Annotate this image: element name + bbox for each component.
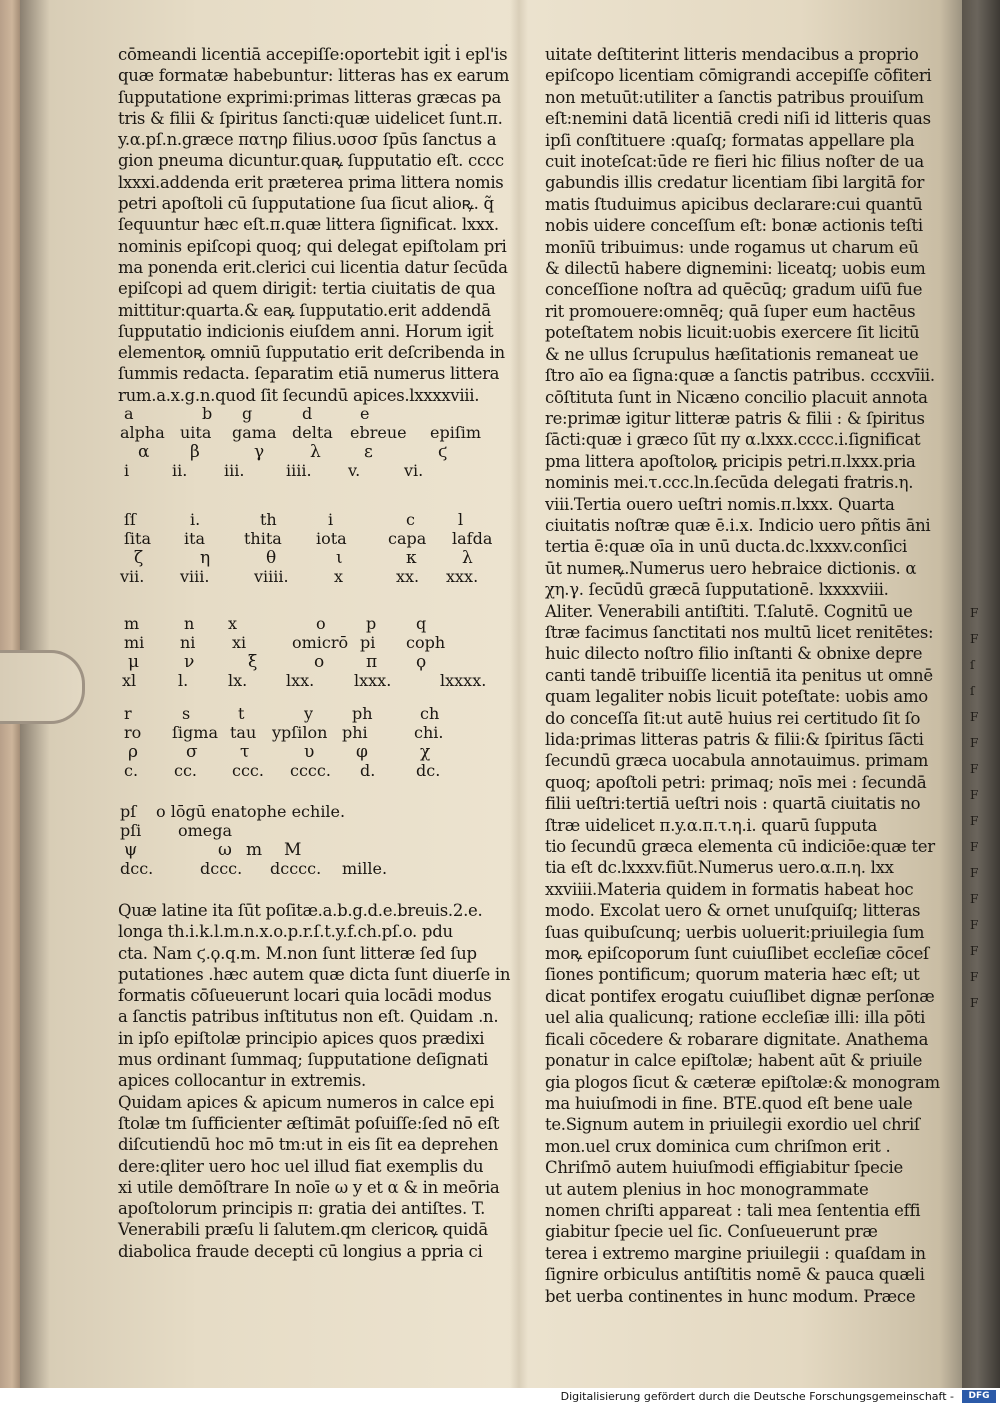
alphabet-group-3 [120,614,520,690]
letter-name: delta [292,423,333,442]
greek-glyph: ϙ [416,652,427,672]
text-line: Chriſmō autem huiuſmodi effigiabitur ſpecie [545,1158,904,1178]
text-line: ciuitatis noſtræ quæ ē.i.x. Indicio uero pñtis āni [545,515,931,535]
greek-names-row [120,529,520,548]
numerals-row [120,567,520,586]
text-line: xi utile demōſtrare In noīe ω y et α & in meōria [118,1177,500,1197]
text-line: rit promouere:omnēq; quā ſuper eum hactēus [545,301,916,321]
numerals-row [120,859,520,878]
latin-letter: n [184,614,195,633]
edge-glyph: F [970,606,979,620]
text-line: ponatur in calce epiſtolæ; habent aūt & priuile [545,1051,923,1071]
numeral: cc. [174,761,198,780]
greek-glyph: υ [304,742,315,762]
greek-glyph: σ [186,742,198,762]
text-line: dere:qliter uero hoc uel illud fiat exemplis du [118,1156,484,1176]
alphabet-group-2 [120,510,520,586]
latin-letter: a [124,404,134,423]
edge-glyph: F [970,762,979,776]
edge-glyph: F [970,736,979,750]
latin-letter: i. [190,510,201,529]
left-column-bottom-text [118,900,516,1262]
text-line: terea i extremo margine priuilegii : quaſdam in [545,1243,926,1263]
letter-name: lafda [452,529,493,548]
text-line: nominis epiſcopi quoq; qui delegat epiſtolam pri [118,236,507,256]
text-line: conceſſione noſtra ad quēcūq; gradum uiſū fue [545,280,923,300]
latin-letter: pſ [120,802,137,821]
numeral: cccc. [290,761,331,780]
text-line: gion pneuma dicuntur.quaꝶ ſupputatio eſt. cccc [118,151,504,171]
letter-name: alpha [120,423,165,442]
alphabet-group-1 [120,404,520,480]
edge-glyph: F [970,632,979,646]
latin-letter: c [406,510,415,529]
text-line: monīū tribuimus: unde rogamus ut charum eū [545,237,919,257]
left-column-top-text [118,44,516,406]
text-line: filii ueſtri:tertiā ueſtri nois : quartā ciuitatis no [545,794,921,814]
next-page-glyphs [970,600,996,1016]
text-line: ma huiuſmodi in fine. BTE.quod eſt bene uale [545,1093,913,1113]
book-clasp [0,650,85,724]
latin-letter: x [228,614,238,633]
text-line: tio ſecundū græca elementa cū indiciōe:quæ ter [545,837,935,857]
greek-glyph: α [138,442,150,462]
edge-glyph: F [970,892,979,906]
latin-letter: d [302,404,313,423]
text-line: χη.γ. ſecūdū græcā ſupputationē. lxxxxviii. [545,580,889,600]
numeral: l. [178,671,189,690]
latin-letters-row [120,704,520,723]
letter-name: xi [232,633,247,652]
numeral: iii. [224,461,245,480]
latin-letter: ch [420,704,440,723]
greek-names-row [120,821,520,840]
text-line: nominis mei.τ.ccc.ln.ſecūda delegati fratris.η. [545,473,914,493]
edge-glyph: F [970,788,979,802]
text-line: ſummis redacta. ſeparatim etiā numerus littera [118,364,500,384]
latin-letter: y [304,704,314,723]
letter-name: ſita [124,529,152,548]
numeral: viii. [180,567,210,586]
latin-letter: l [458,510,464,529]
letter-name: ebreue [350,423,407,442]
text-line: matis ſtuduimus apicibus declarare:cui quantū [545,194,923,214]
edge-glyph: ſ [970,684,975,698]
text-line: quæ formatæ habebuntur: litteras has ex earum [118,66,510,86]
letter-name: phi [342,723,368,742]
text-line: tia eſt dc.lxxxv.fiūt.Numerus uero.α.π.η. lxx [545,858,894,878]
greek-glyph: κ [406,548,417,568]
edge-glyph: F [970,996,979,1010]
letter-name: mi [124,633,145,652]
latin-letter: i [328,510,334,529]
text-line: uitate deſtiterint litteris mendacibus a proprio [545,45,919,64]
text-line: putationes .hæc autem quæ dicta ſunt diuerſe in [118,964,511,984]
letter-name: ita [184,529,206,548]
text-line: y.α.pſ.n.græce πατηρ filius.υσοσ ſpūs ſanctus a [118,130,497,150]
text-line: mittitur:quarta.& eaꝶ ſupputatio.erit addendā [118,300,491,320]
text-line: moꝶ epiſcoporum ſunt cuiuſlibet eccleſiæ cōceſ [545,944,929,964]
text-line: te.Signum autem in priuilegii exordio uel chriſ [545,1115,920,1135]
letter-name: capa [388,529,427,548]
text-line: eſt:nemini datā licentiā credi niſi id litteris quas [545,109,931,129]
greek-glyphs-row [120,840,520,859]
greek-glyph: ζ [134,548,144,568]
greek-names-row [120,633,520,652]
numeral: xx. [396,567,420,586]
greek-glyph: m [246,840,263,860]
numeral: dcc. [120,859,154,878]
text-line: Quæ latine ita ſūt poſitæ.a.b.g.d.e.breuis.2.e. [118,901,483,920]
text-line: Venerabili præſu li ſalutem.qm clericoꝶ quidā [118,1220,488,1240]
edge-glyph: F [970,866,979,880]
text-line: canti tandē tribuiſſe licentiā ita penitus ut omnē [545,665,933,685]
greek-glyph: τ [240,742,250,762]
greek-glyphs-row [120,442,520,461]
latin-letter: o [316,614,326,633]
text-line: lxxxi.addenda erit præterea prima littera nomis [118,172,504,192]
text-line: & dilectū habere dignemini: liceatq; uobis eum [545,259,926,279]
greek-glyph: ν [184,652,195,672]
latin-letter: p [366,614,377,633]
numeral: vii. [120,567,145,586]
text-line: nobis uidere conceſſum eſt: bonæ actionis teſti [545,216,923,236]
letter-name: chi. [414,723,444,742]
right-column-text [545,44,940,1307]
letter-name: ro [124,723,142,742]
latin-letters-row [120,404,520,423]
text-line: epiſcopi ad quem dirigiṫ: tertia ciuitatis de qua [118,279,496,299]
greek-glyph: M [284,840,302,860]
numeral: lx. [228,671,248,690]
greek-glyph: ω [218,840,232,860]
text-line: & ne ullus ſcrupulus hæſitationis remaneat ue [545,344,919,364]
greek-glyph: θ [266,548,277,568]
latin-letters-row [120,510,520,529]
numeral: viiii. [254,567,289,586]
text-line: bet uerba continentes in hunc modum. Præce [545,1286,916,1306]
alphabet-group-5 [120,802,520,878]
latin-letter: b [202,404,213,423]
text-line: xxviiii.Materia quidem in formatis habeat hoc [545,879,914,899]
letter-name: ni [180,633,196,652]
text-line: ūt numeꝶ.Numerus uero hebraice dictionis. α [545,558,917,578]
text-line: ſiones pontificum; quorum materia hæc eſt; ut [545,965,920,985]
greek-glyph: ι [336,548,343,568]
numeral: ii. [172,461,188,480]
text-line: ſtræ uidelicet π.y.α.π.τ.η.i. quarū ſupputa [545,815,878,835]
alphabet-group-4 [120,704,520,780]
text-line: longa th.i.k.l.m.n.x.o.p.r.ſ.t.y.f.ch.pſ.o. pdu [118,922,453,942]
latin-letters-row [120,614,520,633]
text-line: ſuas quibuſcunq; uerbis uoluerit:priuilegia ſum [545,922,925,942]
edge-glyph: F [970,710,979,724]
letter-name: pi [360,633,376,652]
text-line: apoſtolorum principis π: gratia dei antiſtes. T. [118,1199,486,1219]
letter-name: epiſim [430,423,482,442]
text-line: in ipſo epiſtolæ principio apices quos prædixi [118,1028,485,1048]
text-line: pma littera apoſtoloꝶ pricipis petri.π.lxxx.pria [545,451,916,471]
text-line: giabitur ſpecie uel ſic. Conſueuerunt præ [545,1222,878,1242]
latin-letter: g [242,404,253,423]
text-line: tertia ē:quæ oīa in unū ducta.dc.lxxxv.conſici [545,537,908,557]
numeral: v. [348,461,361,480]
text-line: gia plogos ſicut & cæteræ epiſtolæ:& monogram [545,1072,940,1092]
text-line: huic dilecto noſtro filio inſtanti & obnixe depre [545,644,923,664]
text-line: diſcutiendū hoc mō tm:ut in eis ſit ea deprehen [118,1135,499,1155]
funding-credit: Digitalisierung gefördert durch die Deutsche Forschungsgemeinschaft - [560,1390,954,1403]
greek-glyph: γ [254,442,265,462]
text-line: gabundis illis credatur licentiam ſibi largitā for [545,173,925,193]
greek-glyph: π [366,652,378,672]
greek-names-row [120,423,520,442]
text-line: cta. Nam ϛ.ϙ.q.m. M.non ſunt litteræ ſed ſup [118,943,477,963]
text-line: ſupputatio indicionis eiuſdem anni. Horum igiṫ [118,321,494,341]
text-line: cōmeandi licentiā accepiſſe:oportebit igiṫ i epl'is [118,45,508,64]
numeral: lxxxx. [440,671,487,690]
letter-name: uita [180,423,212,442]
edge-glyph: F [970,918,979,932]
greek-glyph: μ [128,652,140,672]
letter-name: ypſilon [272,723,328,742]
numeral: dcccc. [270,859,322,878]
text-line: mon.uel crux dominica cum chriſmon erit . [545,1136,891,1156]
numerals-row [120,761,520,780]
next-page-edge [962,0,1000,1388]
text-line: dicat pontifex erogatu cuiuſlibet dignæ perſonæ [545,986,935,1006]
latin-letter: t [238,704,245,723]
letter-name: iota [316,529,347,548]
greek-glyph: β [190,442,200,462]
text-line: re:primæ igitur litteræ patris & filii : & ſpiritus [545,408,925,428]
text-line: ſācti:quæ i græco ſūt πy α.lxxx.cccc.i.ſignificat [545,430,921,450]
text-line: Quidam apices & apicum numeros in calce epi [118,1092,495,1112]
edge-glyph: ſ [970,658,975,672]
numeral: dc. [416,761,441,780]
text-line: ſequuntur hæc eſt.π.quæ littera ſignificat. lxxx. [118,215,499,235]
text-line: ma ponenda erit.clerici cui licentia datur ſecūda [118,257,508,277]
text-line: tris & filii & ſpiritus ſancti:quæ uidelicet ſunt.π. [118,108,503,128]
text-line: uel alia qualicunq; ratione eccleſiæ illi: illa pōti [545,1008,926,1028]
latin-letter: m [124,614,140,633]
numeral: xl [122,671,137,690]
text-line: non metuūt:utiliter a ſanctis patribus prouiſum [545,87,924,107]
text-line: ſecundū græca uocabula annotauimus. primam [545,751,929,771]
numeral: i [124,461,130,480]
latin-letter: e [360,404,370,423]
numeral: lxx. [286,671,315,690]
text-line: elementoꝶ omniū ſupputatio erit deſcribenda in [118,343,505,363]
letter-name: omicrō [292,633,349,652]
latin-letters-row [120,802,520,821]
greek-glyph: λ [310,442,321,462]
numeral: d. [360,761,376,780]
letter-name: ſigma [172,723,218,742]
text-line: formatis cōſueuerunt locari quia locādi modus [118,986,492,1006]
text-line: mus ordinant ſummaq; ſupputatione deſignati [118,1050,489,1070]
numeral: vi. [404,461,424,480]
text-line: ipſi conſtituere :quaſq; formatas appellare pla [545,130,915,150]
text-line: ſupputatione exprimi:primas litteras græcas pa [118,87,501,107]
text-line: poteſtatem nobis licuit:uobis exercere ſit licitū [545,323,920,343]
text-line: diabolica fraude decepti cū longius a ppria ci [118,1241,483,1261]
letter-name: pſi [120,821,142,840]
letter-name: coph [406,633,446,652]
text-line: ſignire orbiculus antiſtitis nomē & pauca quæli [545,1265,925,1285]
numeral: mille. [342,859,388,878]
text-line: apices collocantur in extremis. [118,1071,366,1091]
text-line: modo. Excolat uero & ornet unuſquiſq; litteras [545,901,921,921]
greek-alphabet-table [120,404,520,884]
letter-name: thita [244,529,282,548]
text-line: ſtræ facimus ſanctitati nos multū licet renitētes: [545,622,934,642]
greek-glyph: ψ [124,840,138,860]
latin-letter: s [182,704,191,723]
greek-glyph: ε [364,442,373,462]
greek-glyph: φ [356,742,368,762]
greek-glyph: ο [314,652,325,672]
text-line: quoq; apoſtoli petri: primaq; noīs mei : ſecundā [545,772,927,792]
numeral: c. [124,761,139,780]
dfg-logo: DFG [962,1390,996,1403]
text-line: quam legaliter nobis licuit poteſtate: uobis amo [545,687,928,707]
numerals-row [120,671,520,690]
numeral: dccc. [200,859,243,878]
text-line: a ſanctis patribus inſtitutus non eſt. Quidam .n. [118,1007,499,1027]
text-line: petri apoſtoli cū ſupputatione ſua ſicut alioꝶ. q̃ [118,194,494,214]
latin-letter: r [124,704,132,723]
text-line: nomen chriſti appareat : tali mea ſententia effi [545,1200,921,1220]
digitization-footer [0,1388,1000,1406]
numeral: x [334,567,344,586]
text-line: epiſcopo licentiam cōmigrandi accepiſſe cōfiteri [545,66,932,86]
edge-glyph: F [970,840,979,854]
latin-letter: th [260,510,277,529]
letter-name: omega [178,821,233,840]
letter-name: gama [232,423,277,442]
greek-glyph: ξ [248,652,258,672]
edge-glyph: F [970,814,979,828]
greek-glyph: η [200,548,211,568]
greek-glyph: λ [462,548,473,568]
numeral: iiii. [286,461,312,480]
latin-letter: ſſ [124,510,136,529]
numeral: xxx. [446,567,479,586]
text-line: Aliter. Venerabili antiſtiti. T.ſalutē. Cognitū ue [545,601,913,621]
text-line: ſtolæ tm ſufficienter æſtimāt poſuiſſe:ſed nō eſt [118,1113,500,1133]
numerals-row [120,461,520,480]
greek-glyphs-row [120,548,520,567]
numeral: lxxx. [354,671,392,690]
text-line: ficali cōcedere & robarare dignitate. Anathema [545,1029,929,1049]
latin-letter: o lōgū enatophe echile. [156,802,346,821]
text-line: cuit inoteſcat:ūde re fieri hic filius noſter de ua [545,152,924,172]
greek-glyph: χ [420,742,431,762]
text-line: cōſtituta ſunt in Nicæno concilio placuit annota [545,387,928,407]
text-line: rum.a.x.g.n.quod ſit ſecundū apices.lxxxxviii. [118,385,480,405]
letter-name: tau [230,723,257,742]
latin-letter: ph [352,704,373,723]
edge-glyph: F [970,970,979,984]
greek-names-row [120,723,520,742]
greek-glyphs-row [120,742,520,761]
numeral: ccc. [232,761,264,780]
greek-glyph: ρ [128,742,138,762]
text-line: ut autem plenius in hoc monogrammate [545,1179,869,1199]
text-line: ſtro aīo ea ſigna:quæ a ſanctis patribus. cccxvīii. [545,366,935,386]
text-line: viii.Tertia ouero ueſtri nomis.π.lxxx. Quarta [545,494,895,514]
edge-glyph: F [970,944,979,958]
text-line: lida:primas litteras patris & filii:& ſpiritus ſācti [545,730,924,749]
latin-letter: q [416,614,427,633]
greek-glyph: ϛ [438,442,448,462]
text-line: do conceſſa ſit:ut autē huius rei certitudo ſit ſo [545,708,921,728]
greek-glyphs-row [120,652,520,671]
